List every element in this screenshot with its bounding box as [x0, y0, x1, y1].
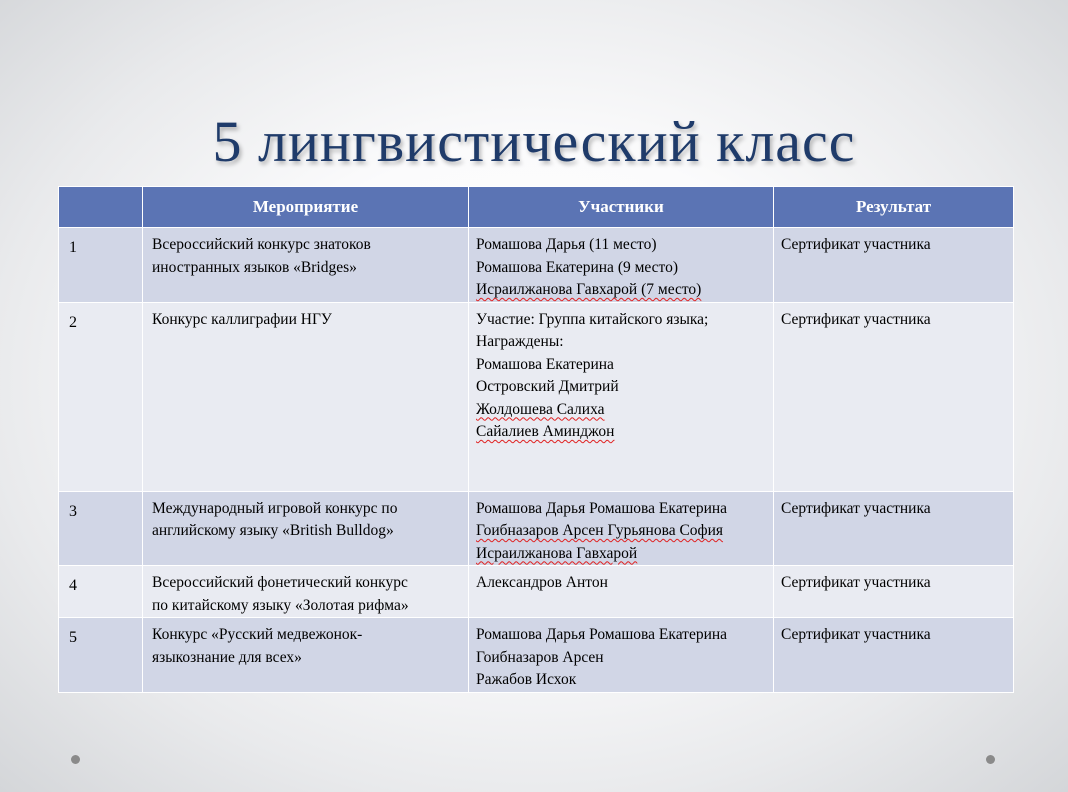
event-line: Всероссийский конкурс знатоков — [152, 236, 371, 253]
event-line: иностранных языков «Bridges» — [152, 258, 357, 276]
table-row — [59, 618, 1014, 693]
participant-line: Островский Дмитрий — [476, 378, 619, 395]
event-line: Конкурс «Русский медвежонок- — [152, 626, 363, 643]
result-cell: Сертификат участника — [774, 566, 1014, 618]
header-number — [59, 187, 143, 228]
table-header-row — [59, 187, 1014, 228]
participant-line: Гоибназаров Арсен — [476, 648, 604, 666]
participant-line: Ромашова Дарья Ромашова Екатерина — [476, 499, 728, 517]
slide-title: 5 лингвистический класс — [212, 109, 856, 174]
participant-line: Жолдошева Салиха — [476, 400, 605, 418]
event-cell — [143, 566, 469, 618]
table-row — [59, 302, 1014, 491]
participant-line: Исраилжанова Гавхарой (7 место) — [476, 281, 702, 298]
participant-line: Ромашова Дарья Ромашова Екатерина — [476, 626, 728, 643]
result-cell: Сертификат участника — [774, 491, 1014, 566]
event-line: английскому языку «British Bulldog» — [152, 522, 394, 539]
results-table — [58, 186, 1014, 693]
participants-cell — [469, 228, 774, 303]
event-cell — [143, 302, 469, 491]
event-cell — [143, 491, 469, 566]
table-row — [59, 566, 1014, 618]
event-line: языкознание для всех» — [152, 648, 302, 666]
participant-line: Ромашова Екатерина — [476, 355, 614, 373]
result-cell: Сертификат участника — [774, 618, 1014, 693]
row-number: 5 — [59, 618, 143, 693]
table-row — [59, 228, 1014, 303]
header-result: Результат — [774, 187, 1014, 228]
participant-line: Ромашова Екатерина (9 место) — [476, 258, 679, 276]
decorative-dot-right — [986, 755, 995, 764]
participant-line: Исраилжанова Гавхарой — [476, 544, 638, 562]
participant-line: Ромашова Дарья (11 место) — [476, 236, 657, 253]
event-line: по китайскому языку «Золотая рифма» — [152, 596, 409, 614]
result-cell: Сертификат участника — [774, 302, 1014, 491]
row-number: 3 — [59, 491, 143, 566]
row-number: 4 — [59, 566, 143, 618]
participant-line: Ражабов Исхок — [476, 671, 577, 688]
row-number: 2 — [59, 302, 143, 491]
participant-line: Гоибназаров Арсен Гурьянова София — [476, 522, 724, 539]
row-number: 1 — [59, 228, 143, 303]
participant-line: Участие: Группа китайского языка; — [476, 310, 709, 328]
participant-line: Сайалиев Аминджон — [476, 423, 615, 440]
event-cell — [143, 618, 469, 693]
event-line: Международный игровой конкурс по — [152, 499, 398, 517]
participants-cell — [469, 491, 774, 566]
participant-line: Награждены: — [476, 333, 564, 350]
participant-line: Александров Антон — [476, 574, 608, 591]
table-row — [59, 491, 1014, 566]
decorative-dot-left — [71, 755, 80, 764]
results-table-container — [58, 186, 1013, 693]
event-cell — [143, 228, 469, 303]
header-event: Мероприятие — [143, 187, 469, 228]
participants-cell — [469, 618, 774, 693]
header-participants: Участники — [469, 187, 774, 228]
participants-cell — [469, 566, 774, 618]
result-cell: Сертификат участника — [774, 228, 1014, 303]
event-line: Конкурс каллиграфии НГУ — [152, 310, 332, 328]
participants-cell — [469, 302, 774, 491]
event-line: Всероссийский фонетический конкурс — [152, 574, 408, 591]
